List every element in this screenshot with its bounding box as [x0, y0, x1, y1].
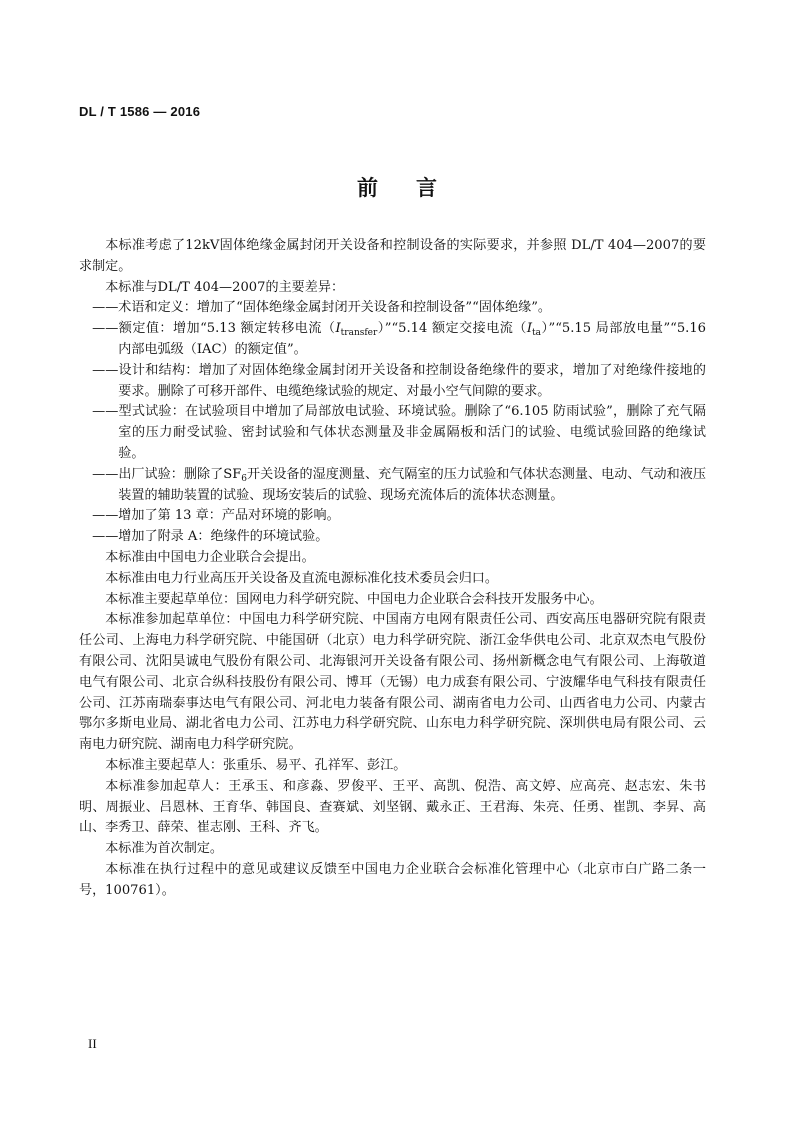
subscript: 6: [241, 473, 248, 484]
paragraph-proposer: 本标准由中国电力企业联合会提出。: [105, 549, 315, 565]
difference-item-routine-tests: ——出厂试验：删除了$SF_6$开关设备的湿度测量、充气隔室的压力试验和气体状态测量、电动、气动和液压装置的辅助装置的试验、现场安装后的试验、现场充流体后的流体状态测量。: [92, 466, 706, 503]
dash: ——: [92, 508, 119, 524]
dash: ——: [92, 529, 119, 545]
paragraph-first-edition: 本标准为首次制定。: [105, 841, 224, 857]
dash: ——: [92, 404, 119, 420]
paragraph-main-drafting-units: 本标准主要起草单位：国网电力科学研究院、中国电力企业联合会科技开发服务中心。: [105, 591, 603, 607]
page-number: II: [88, 1036, 97, 1051]
difference-item-terms: ——术语和定义：增加了“固体绝缘金属封闭开关设备和控制设备”“固体绝缘”。: [92, 300, 551, 316]
paragraph-main-drafters: 本标准主要起草人：张重乐、易平、孔祥军、彭江。: [105, 757, 407, 773]
standard-code: DL / T 1586 — 2016: [79, 104, 201, 119]
current-symbol: I: [335, 321, 341, 337]
page-title: 前言: [357, 176, 475, 200]
dash: ——: [92, 300, 119, 316]
difference-item-chapter13: ——增加了第 13 章：产品对环境的影响。: [92, 508, 340, 524]
subscript: transfer: [340, 328, 378, 339]
difference-item-ratings: ——额定值：增加“5.13 额定转移电流$(I_{transfer})”“5.14$ 额定交接电流$(I_{ta})”“5.15$ 局部放电量”“5.16 内部电弧级（IAC）的额定值”。: [92, 321, 706, 357]
preface-body: [79, 236, 706, 902]
subscript: ta: [532, 328, 542, 339]
difference-item-annex-a: ——增加了附录 A：绝缘件的环境试验。: [92, 529, 329, 545]
dash: ——: [92, 321, 119, 337]
difference-item-type-tests: ——型式试验：在试验项目中增加了局部放电试验、环境试验。删除了“6.105 防雨试验”，删除了充气隔室的压力耐受试验、密封试验和气体状态测量及非金属隔板和活门的试验、电缆试验回路的绝缘试验。: [92, 404, 706, 461]
paragraph-committee: 本标准由电力行业高压开关设备及直流电源标准化技术委员会归口。: [105, 570, 498, 586]
dash: ——: [92, 362, 119, 378]
difference-item-design: ——设计和结构：增加了对固体绝缘金属封闭开关设备和控制设备绝缘件的要求，增加了对绝缘件接地的要求。删除了可移开部件、电缆绝缘试验的规定、对最小空气间隙的要求。: [92, 362, 706, 399]
dash: ——: [92, 466, 119, 482]
paragraph-scope: 本标准考虑了12kV固体绝缘金属封闭开关设备和控制设备的实际要求，并参照 DL/T 404—2007的要求制定。: [79, 238, 706, 274]
paragraph-differences-intro: 本标准与DL/T 404—2007的主要差异：: [105, 279, 345, 295]
paragraph-participating-drafters: 本标准参加起草人：王承玉、和彦淼、罗俊平、王平、高凯、倪浩、高文婷、应高亮、赵志宏、朱书明、周振业、吕恩林、王育华、韩国良、查赛斌、刘坚钢、戴永正、王君海、朱亮、任勇、崔凯、李昇、高山、李秀卫、薛荣、崔志刚、王科、齐飞。: [79, 778, 706, 836]
current-symbol: I: [526, 321, 533, 337]
paragraph-feedback: 本标准在执行过程中的意见或建议反馈至中国电力企业联合会标准化管理中心（北京市白广路二条一号，100761）。: [79, 861, 706, 898]
paragraph-participating-units: 本标准参加起草单位：中国电力科学研究院、中国南方电网有限责任公司、西安高压电器研究院有限责任公司、上海电力科学研究院、中能国研（北京）电力科学研究院、浙江金华供电公司、北京双杰电气股份有限公司、沈阳昊诚电气股份有限公司、北海银河开关设备有限公司、扬州新概念电气有限公司、上海敬道电气有限公司、北京合纵科技股份有限公司、博耳（无锡）电力成套有限公司、宁波耀华电气科技有限责任公司、江苏南瑞泰事达电气有限公司、河北电力装备有限公司、湖南省电力公司、山西省电力公司、内蒙古鄂尔多斯电业局、湖北省电力公司、江苏电力科学研究院、山东电力科学研究院、深圳供电局有限公司、云南电力研究院、湖南电力科学研究院。: [79, 612, 706, 753]
